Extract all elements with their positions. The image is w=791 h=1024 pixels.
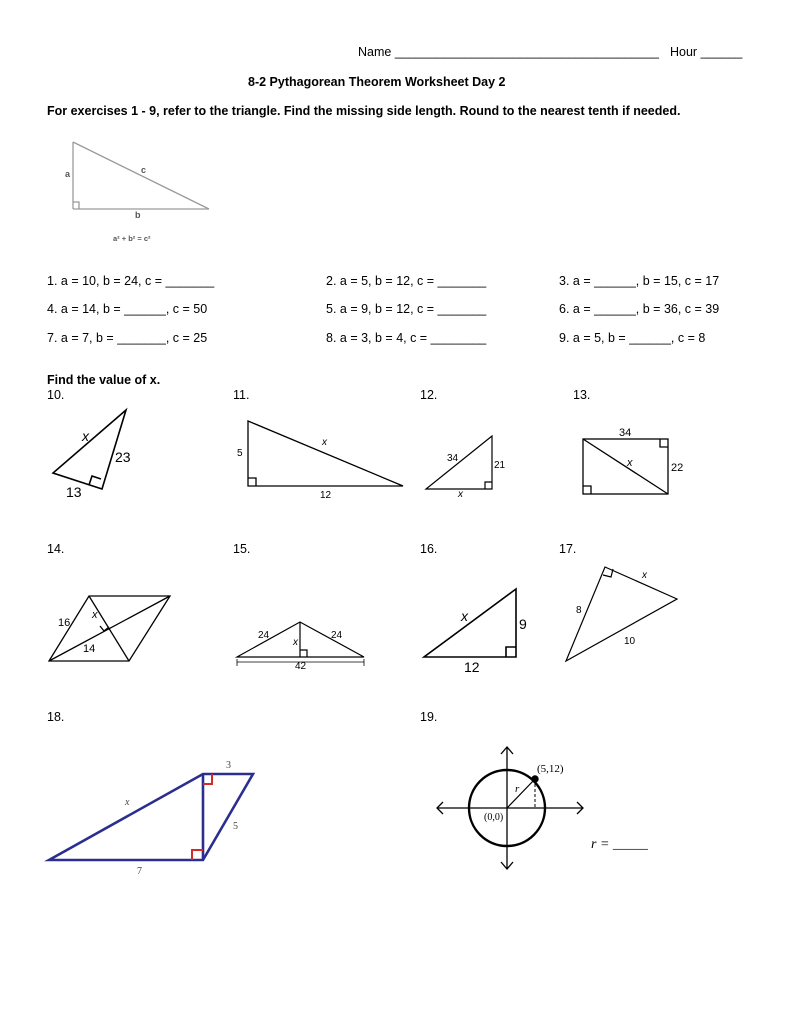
- exercise-6: 6. a = ______, b = 36, c = 39: [559, 302, 720, 316]
- fig17-label-8: 8: [576, 605, 582, 616]
- section-title: Find the value of x.: [47, 373, 161, 387]
- figure-17: [566, 567, 677, 661]
- fig19-origin-label: (0,0): [484, 812, 504, 823]
- fig11-label-12: 12: [320, 490, 332, 501]
- exercise-1: 1. a = 10, b = 24, c = _______: [47, 274, 215, 288]
- fig12-label-34: 34: [447, 453, 459, 464]
- fig13-label-34: 34: [619, 427, 632, 439]
- ref-label-b: b: [135, 210, 141, 220]
- problem-18-number: 18.: [47, 710, 65, 724]
- fig15-label-x: x: [293, 637, 298, 648]
- fig19-answer: r = _____: [591, 837, 648, 852]
- hour-field-label: Hour ______: [670, 45, 743, 59]
- fig16-label-12: 12: [464, 659, 480, 675]
- problem-19-number: 19.: [420, 710, 438, 724]
- fig14-label-x: x: [92, 609, 98, 621]
- problem-16-number: 16.: [420, 542, 438, 556]
- fig18-label-3: 3: [226, 760, 231, 771]
- instructions: For exercises 1 - 9, refer to the triangle. Find the missing side length. Round to the nearest tenth if needed.: [47, 104, 681, 118]
- exercise-5: 5. a = 9, b = 12, c = _______: [326, 302, 487, 316]
- problem-14-number: 14.: [47, 542, 65, 556]
- figure-13: [583, 439, 668, 494]
- exercise-7: 7. a = 7, b = _______, c = 25: [47, 331, 208, 345]
- fig15-label-24-left: 24: [258, 630, 270, 641]
- figure-15: [237, 622, 364, 666]
- exercise-8: 8. a = 3, b = 4, c = ________: [326, 331, 487, 345]
- figure-18: [49, 774, 253, 860]
- ref-label-c: c: [141, 165, 147, 175]
- fig17-label-10: 10: [624, 636, 636, 647]
- fig13-label-x: x: [627, 457, 633, 469]
- fig18-label-5: 5: [233, 821, 238, 832]
- figure-11: [248, 421, 403, 486]
- fig16-label-x: x: [461, 608, 468, 624]
- fig10-label-x: x: [82, 428, 89, 444]
- problem-12-number: 12.: [420, 388, 438, 402]
- fig10-label-23: 23: [115, 449, 131, 465]
- problem-17-number: 17.: [559, 542, 577, 556]
- ref-formula: a² + b² = c²: [113, 234, 151, 243]
- fig15-label-24-right: 24: [331, 630, 343, 641]
- fig12-label-x: x: [458, 489, 463, 500]
- fig14-label-16: 16: [58, 617, 71, 629]
- fig18-label-x: x: [125, 797, 130, 808]
- fig10-label-13: 13: [66, 484, 82, 500]
- fig15-label-42: 42: [295, 661, 307, 672]
- fig13-label-22: 22: [671, 462, 684, 474]
- problem-13-number: 13.: [573, 388, 591, 402]
- worksheet-title: 8-2 Pythagorean Theorem Worksheet Day 2: [248, 75, 506, 89]
- fig18-label-7: 7: [137, 866, 142, 877]
- figure-16: [424, 589, 516, 657]
- figure-12: [426, 436, 492, 489]
- exercise-9: 9. a = 5, b = ______, c = 8: [559, 331, 706, 345]
- fig16-label-9: 9: [519, 616, 527, 632]
- exercise-3: 3. a = ______, b = 15, c = 17: [559, 274, 720, 288]
- problem-10-number: 10.: [47, 388, 65, 402]
- fig11-label-x: x: [322, 437, 327, 448]
- problem-15-number: 15.: [233, 542, 251, 556]
- fig19-label-r: r: [515, 783, 520, 795]
- exercise-4: 4. a = 14, b = ______, c = 50: [47, 302, 208, 316]
- fig12-label-21: 21: [494, 460, 506, 471]
- problem-11-number: 11.: [233, 388, 250, 402]
- name-field-label: Name ______________________________________: [358, 45, 659, 59]
- fig19-point-label: (5,12): [537, 763, 564, 775]
- fig17-label-x: x: [642, 570, 647, 581]
- fig14-label-14: 14: [83, 643, 96, 655]
- ref-label-a: a: [65, 169, 71, 179]
- exercise-2: 2. a = 5, b = 12, c = _______: [326, 274, 487, 288]
- fig11-label-5: 5: [237, 448, 243, 459]
